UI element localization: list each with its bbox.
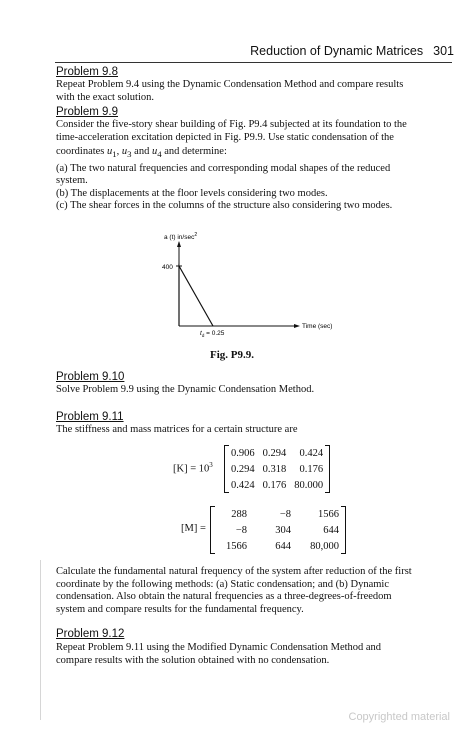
item-a-line: (a) The two natural frequencies and corresponding modal shapes of the reduced — [56, 162, 391, 174]
text-line: condensation. Also obtain the natural frequencies as a three-degrees-of-freedom — [56, 591, 392, 602]
text-line: coordinate by the following methods: (a) Static condensation; and (b) Dynamic — [56, 578, 389, 590]
running-header — [250, 44, 454, 58]
problem-9-11-title: Problem 9.11 — [56, 411, 124, 423]
figure-p9-9 — [140, 226, 380, 346]
problem-9-11-question — [56, 566, 454, 616]
y-axis-label: a (t) $in/\sec^2$ — [164, 232, 198, 241]
problem-9-9-text — [56, 119, 454, 213]
problem-9-8-text — [56, 79, 454, 104]
x-axis-label: Time (sec) — [302, 323, 333, 330]
stiffness-matrix-label: $[K] = 10^3$ — [173, 461, 213, 475]
matrix-row: 1566 644 80,000 — [226, 540, 339, 552]
matrix-bracket-left — [224, 445, 229, 493]
x-axis-arrow — [294, 324, 300, 328]
y-tick-label: 400 — [162, 264, 173, 271]
x-tick-label: $t_d = 0.25$ — [200, 330, 225, 338]
mass-matrix-table — [213, 506, 343, 554]
item-b: (b) The displacements at the floor levels considering two modes. — [56, 187, 328, 199]
text-line: with the exact solution. — [56, 91, 154, 103]
text-line: Repeat Problem 9.11 using the Modified Dynamic Condensation Method and — [56, 642, 382, 653]
problem-9-10-title: Problem 9.10 — [56, 371, 125, 383]
matrix-row: 0.424 0.176 80.000 — [231, 479, 324, 491]
matrix-row: −8 304 644 — [235, 524, 339, 536]
matrix-row: 288 −8 1566 — [231, 508, 339, 520]
text-line: Calculate the fundamental natural frequency of the system after reduction of the first — [56, 566, 412, 577]
matrix-bracket-left — [210, 506, 215, 554]
matrix-row: 0.294 0.318 0.176 — [231, 463, 324, 475]
copyright-watermark: Copyrighted material — [348, 711, 450, 723]
matrix-bracket-right — [325, 445, 330, 493]
page-edge-shadow — [40, 560, 41, 720]
problem-9-12-text — [56, 642, 454, 667]
problem-9-9-title: Problem 9.9 — [56, 106, 119, 118]
text-line: time-acceleration excitation depicted in Fig. P9.9. Use static condensation of the — [56, 131, 394, 143]
mass-matrix — [210, 506, 346, 554]
text-line: Consider the five-story shear building of Fig. P9.4 subjected at its foundation to the — [56, 119, 407, 130]
y-axis-arrow — [177, 241, 181, 247]
stiffness-matrix-table — [227, 445, 327, 493]
problem-9-12-title: Problem 9.12 — [56, 628, 125, 640]
problem-9-11-intro — [56, 424, 454, 437]
text-line: compare results with the solution obtained with no condensation. — [56, 654, 330, 666]
header-rule — [55, 62, 452, 63]
problem-9-10-text — [56, 384, 454, 397]
item-a-cont: system. — [56, 175, 88, 187]
item-c: (c) The shear forces in the columns of the structure also considering two modes. — [56, 200, 393, 212]
text-line: system and compare results for the fundamental frequency. — [56, 603, 304, 615]
problem-9-8-title: Problem 9.8 — [56, 66, 119, 78]
figure-caption: Fig. P9.9. — [210, 349, 254, 361]
text-line: The stiffness and mass matrices for a certain structure are — [56, 424, 298, 435]
acceleration-pulse-line — [179, 266, 213, 326]
mass-matrix-label: [M] = — [181, 523, 206, 534]
page-number: 301 — [433, 44, 454, 58]
matrix-row: 0.906 0.294 0.424 — [231, 447, 324, 459]
text-line: Solve Problem 9.9 using the Dynamic Condensation Method. — [56, 384, 315, 395]
stiffness-matrix — [224, 445, 330, 493]
running-title: Reduction of Dynamic Matrices — [250, 44, 424, 58]
matrix-bracket-right — [341, 506, 346, 554]
text-line: Repeat Problem 9.4 using the Dynamic Condensation Method and compare results — [56, 79, 404, 90]
coordinates-line: coordinates $u_1$, $u_3$ and $u_4$ and determine: — [56, 146, 227, 160]
